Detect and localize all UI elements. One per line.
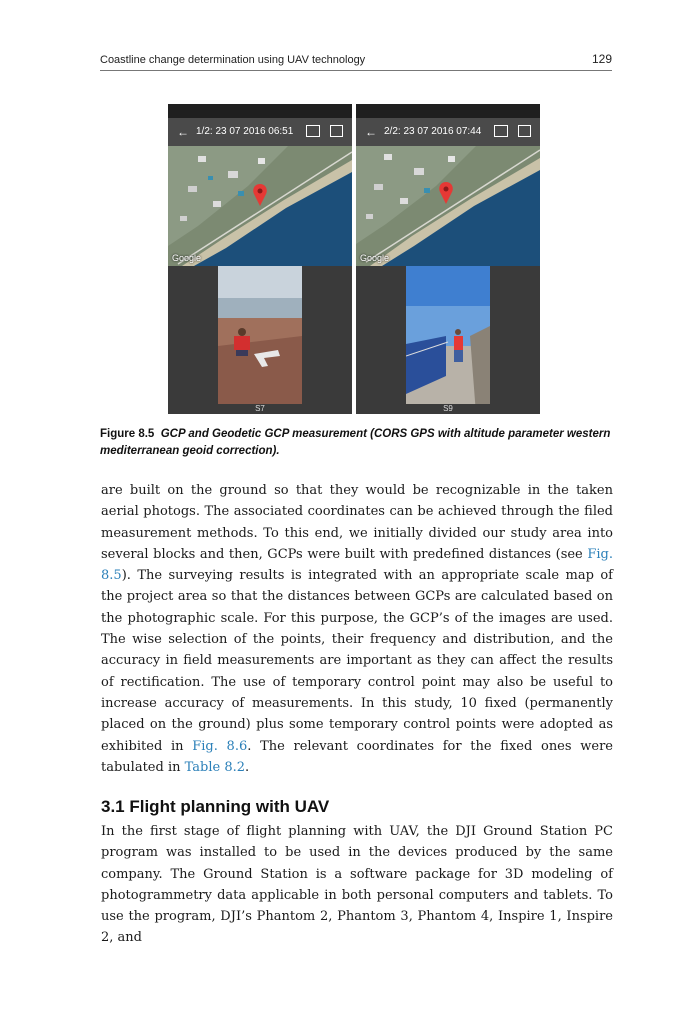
running-title: Coastline change determination using UAV technology <box>100 54 366 66</box>
caption-text: GCP and Geodetic GCP measurement (CORS GPS with altitude parameter western mediterranean geoid correction). <box>100 428 611 457</box>
photo-label: S9 <box>443 404 453 413</box>
text-run: are built on the ground so that they would be recognizable in the taken aerial photogs. The associated coordinates can be achieved through the filed measurement methods. To this end, we initially divided our study area into several blocks and then, GCPs were built with predefined distances (see <box>101 483 613 562</box>
table-link[interactable]: Table 8.2 <box>184 759 246 775</box>
section-heading: 3.1 Flight planning with UAV <box>101 797 330 816</box>
panel-title: 1/2: 23 07 2016 06:51 <box>196 126 294 137</box>
app-bar <box>356 118 540 146</box>
satellite-map <box>356 146 540 266</box>
running-header <box>100 52 612 71</box>
back-arrow-icon[interactable]: ← <box>365 125 377 139</box>
field-photo-1 <box>218 266 302 414</box>
screenshot-panel-2 <box>356 104 540 414</box>
paragraph-1 <box>101 480 613 778</box>
back-arrow-icon[interactable]: ← <box>177 125 189 139</box>
app-bar <box>168 118 352 146</box>
text-run: . <box>245 759 250 775</box>
caption-label: Figure 8.5 <box>100 428 155 440</box>
figure-link[interactable]: Fig. 8.6 <box>192 738 248 754</box>
photo-label: S7 <box>255 404 265 413</box>
figure-caption <box>100 426 615 460</box>
figure-8-5 <box>168 104 541 414</box>
map-view-icon[interactable] <box>306 125 320 137</box>
google-logo: Google <box>360 253 390 263</box>
panel-title: 2/2: 23 07 2016 07:44 <box>384 126 482 137</box>
image-icon[interactable] <box>330 125 343 137</box>
page-number: 129 <box>591 52 612 66</box>
screenshot-panel-1 <box>168 104 352 414</box>
status-bar <box>356 104 540 118</box>
text-run: ). The surveying results is integrated with an appropriate scale map of the project area so that the distances between GCPs are calculated based on the photographic scale. For this purpose, the GCP’s of the images are used. The wise selection of the points, their frequency and distribution, and the accuracy in field measurements are important as they can affect the results of rectification. The use of temporary control point may also be useful to increase accuracy of measurements. In this study, 10 fixed (permanently placed on the ground) plus some temporary control points were adopted as exhibited in <box>101 568 613 754</box>
status-bar <box>168 104 352 118</box>
satellite-map <box>168 146 352 266</box>
google-logo: Google <box>172 253 202 263</box>
figure-link[interactable]: Fig. 8.5 <box>101 546 613 584</box>
map-view-icon[interactable] <box>494 125 508 137</box>
field-photo-2 <box>406 266 490 414</box>
paragraph-2: In the first stage of flight planning with UAV, the DJI Ground Station PC program was installed to be used in the devices produced by the same company. The Ground Station is a software package for 3D modeling of photogrammetry data applicable in both personal computers and tablets. To use the program, DJI’s Phantom 2, Phantom 3, Phantom 4, Inspire 1, Inspire 2, and <box>101 824 613 946</box>
image-icon[interactable] <box>518 125 531 137</box>
text-run: . The relevant coordinates for the fixed ones were tabulated in <box>101 738 613 775</box>
